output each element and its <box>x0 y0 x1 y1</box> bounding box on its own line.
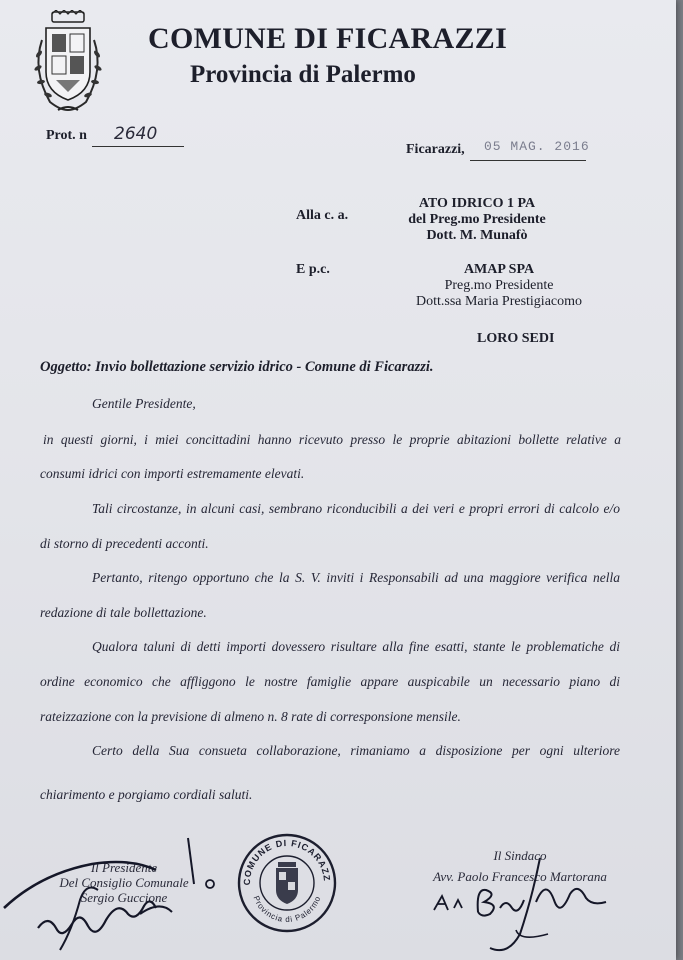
body-line: chiarimento e porgiamo cordiali saluti. <box>40 787 253 802</box>
protocol-label: Prot. n <box>46 128 87 143</box>
body-line: Pertanto, ritengo opportuno che la S. V. inviti i Responsabili ad una maggiore verifica nella <box>92 570 620 585</box>
left-signature-icon <box>0 830 230 960</box>
loro-sedi: LORO SEDI <box>477 331 555 346</box>
date-stamp: 05 MAG. 2016 <box>484 139 590 154</box>
recipient-line: Preg.mo Presidente <box>444 278 554 293</box>
municipal-crest-icon <box>30 10 106 116</box>
stamp-top-text: COMUNE DI FICARAZZ <box>241 837 333 886</box>
body-line: Qualora taluni di detti importi dovessero risultare alla fine esatti, stante le problematiche di <box>92 639 620 654</box>
recipient-line: Dott. M. Munafò <box>426 228 528 243</box>
signatory-line: Sergio Guccione <box>80 890 168 905</box>
date-underline <box>470 160 586 161</box>
recipient-line: del Preg.mo Presidente <box>408 212 546 227</box>
letterhead-title: COMUNE DI FICARAZZI <box>148 22 508 55</box>
stamp-bottom-text: Provincia di Palermo <box>251 894 323 925</box>
right-signature-icon <box>420 838 640 958</box>
body-line: di storno di precedenti acconti. <box>40 536 209 551</box>
signatory-line: Il Sindaco <box>493 848 547 863</box>
recipient-prefix: Alla c. a. <box>296 208 349 223</box>
signatory-line: Il Presidente <box>90 860 158 875</box>
protocol-number: 2640 <box>114 124 158 144</box>
signatory-line: Avv. Paolo Francesco Martorana <box>433 869 607 884</box>
recipient-address <box>384 196 570 244</box>
official-stamp-icon <box>236 832 338 934</box>
body-line: Certo della Sua consueta collaborazione, rimaniamo a disposizione per ogni ulteriore <box>92 743 620 758</box>
protocol-underline <box>92 146 184 147</box>
dateline-place: Ficarazzi, <box>406 142 465 157</box>
letter-subject: Oggetto: Invio bollettazione servizio idrico - Comune di Ficarazzi. <box>40 359 434 375</box>
body-line: in questi giorni, i miei concittadini hanno ricevuto presso le proprie abitazioni bollette relative a <box>43 432 621 447</box>
body-line: rateizzazione con la previsione di almeno n. 8 rate di corresponsione mensile. <box>40 709 461 724</box>
recipient-line: AMAP SPA <box>463 262 535 277</box>
body-line: ordine economico che affliggono le nostre famiglie appare auspicabile un necessario piano di <box>40 674 620 689</box>
body-line: Tali circostanze, in alcuni casi, sembrano riconducibili a dei veri e propri errori di calcolo e/o <box>92 501 620 516</box>
body-line: consumi idrici con importi estremamente elevati. <box>40 466 305 481</box>
signatory-line: Del Consiglio Comunale <box>59 875 189 890</box>
letterhead-subtitle: Provincia di Palermo <box>190 61 416 88</box>
cc-address <box>396 262 602 310</box>
salutation: Gentile Presidente, <box>92 396 196 411</box>
body-line: redazione di tale bollettazione. <box>40 605 207 620</box>
cc-prefix: E p.c. <box>296 262 330 277</box>
recipient-line: Dott.ssa Maria Prestigiacomo <box>415 294 583 309</box>
recipient-line: ATO IDRICO 1 PA <box>418 196 536 211</box>
